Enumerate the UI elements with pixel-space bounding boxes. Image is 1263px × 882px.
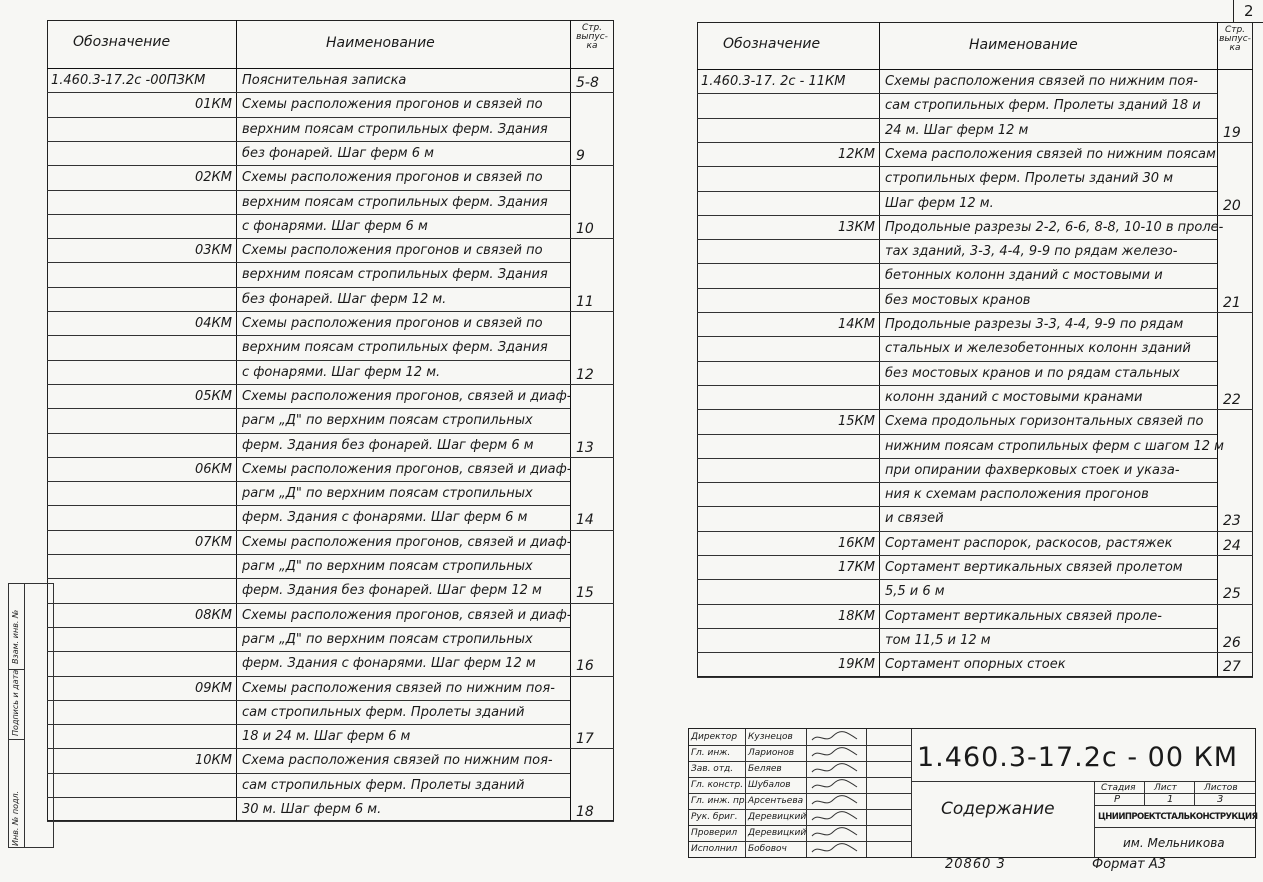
page-number: 2 (1244, 2, 1254, 20)
left_table-row-name-line: без фонарей. Шаг ферм 6 м (242, 145, 434, 161)
left_table-row-page: 15 (576, 585, 594, 602)
right_table-row-page: 21 (1223, 294, 1241, 311)
stamp-name: Деревицкий (748, 828, 807, 838)
signature-icon (809, 794, 864, 808)
right_table-row-code: 16КМ (838, 535, 875, 551)
right_table-row-page: 25 (1223, 586, 1241, 603)
inventory-number: 20860 3 (945, 857, 1006, 872)
side-label-inv-podl: Инв. № подл. (11, 790, 20, 846)
right_table-row-name-line: Сортамент вертикальных связей пролетом (885, 560, 1183, 575)
left_table-row-name-line: Схемы расположения прогонов, связей и диаф- (242, 607, 572, 623)
signature-icon (809, 778, 864, 792)
side-label-vzam-inv: Взам. инв. № (11, 609, 20, 664)
right_table-row-name-line: стальных и железобетонных колонн зданий (885, 341, 1191, 357)
left_table-row-page: 18 (576, 804, 594, 820)
left_table-row-name-line: Схемы расположения прогонов, связей и диаф- (242, 388, 572, 404)
right_table-row-page: 23 (1223, 513, 1241, 530)
stamp-role: Директор (691, 732, 738, 742)
stamp-role: Исполнил (691, 844, 738, 854)
right_table-row-name-line: Схема расположения связей по нижним поясам (885, 146, 1216, 162)
sheets-value: 3 (1217, 794, 1224, 805)
right_table-header-designation: Обозначение (723, 36, 821, 52)
left_table-row-name-line: Схемы расположения прогонов, связей и диаф- (242, 461, 572, 477)
document-title: Содержание (941, 799, 1055, 819)
left_table-row-page: 14 (576, 512, 594, 529)
left_table-row-name-line: Схемы расположения прогонов, связей и диаф- (242, 534, 572, 550)
right_table-row-name-line: бетонных колонн зданий с мостовыми и (885, 268, 1163, 284)
page-number-box (1233, 0, 1263, 23)
right_table-row-name-line: Схемы расположения связей по нижним поя- (885, 74, 1198, 89)
stamp-role: Гл. констр. (691, 780, 744, 790)
right_table-row-page: 27 (1223, 659, 1241, 676)
signature-icon (809, 746, 864, 760)
left_table-row-name-line: Схемы расположения связей по нижним поя- (242, 680, 555, 696)
left_table-row-name-line: верхним поясам стропильных ферм. Здания (242, 121, 548, 137)
left_table-row-name-line: 18 и 24 м. Шаг ферм 6 м (242, 729, 411, 745)
left_table-row-name-line: верхним поясам стропильных ферм. Здания (242, 267, 548, 283)
right_table-row-code: 1.460.3-17. 2с - 11КМ (701, 74, 846, 89)
stamp-name: Арсентьева (748, 796, 804, 806)
stamp-name: Бобовоч (748, 844, 787, 854)
right_table-row-page: 22 (1223, 391, 1241, 408)
left_table-row-name-line: рагм „Д" по верхним поясам стропильных (242, 631, 533, 647)
left_table-row-name-line: сам стропильных ферм. Пролеты зданий (242, 704, 525, 720)
left_table-row-name-line: Схемы расположения прогонов и связей по (242, 316, 543, 331)
stamp-name: Деревицкий (748, 812, 807, 822)
left_table-row-name-line: рагм „Д" по верхним поясам стропильных (242, 486, 533, 502)
right_table-row-code: 13КМ (838, 219, 875, 235)
right_table-row-name-line: без мостовых кранов (885, 292, 1031, 308)
stamp-role: Гл. инж. пр. (691, 796, 748, 806)
left_table-row-name-line: ферм. Здания без фонарей. Шаг ферм 6 м (242, 437, 534, 453)
left_table-row-name-line: Схемы расположения прогонов и связей по (242, 243, 543, 259)
right_table-row-name-line: тах зданий, 3-3, 4-4, 9-9 по рядам железо- (885, 244, 1178, 260)
sheets-label: Листов (1204, 783, 1238, 793)
left_table-row-page: 13 (576, 439, 594, 456)
right_table-row-name-line: нижним поясам стропильных ферм с шагом 12 м (885, 438, 1224, 454)
stamp-role: Гл. инж. (691, 748, 731, 758)
left_table-row-code: 10КМ (195, 753, 232, 769)
left_table-row-page: 10 (576, 220, 594, 237)
sheet-label: Лист (1154, 783, 1177, 793)
signature-icon (809, 826, 864, 840)
side-binding-stamp (8, 583, 54, 848)
right_table-row-name-line: ния к схемам расположения прогонов (885, 487, 1149, 503)
left_table-row-code: 06КМ (195, 461, 232, 477)
right_table-row-name-line: Шаг ферм 12 м. (885, 195, 994, 211)
signature-icon (809, 842, 864, 856)
left_table-row-page: 11 (576, 293, 594, 310)
side-label-signature-date: Подпись и дата (11, 669, 20, 736)
signature-icon (809, 730, 864, 744)
title-block (688, 728, 1256, 858)
stamp-name: Шубалов (748, 780, 791, 790)
right_table-row-name-line: без мостовых кранов и по рядам стальных (885, 365, 1180, 381)
left_table-row-name-line: без фонарей. Шаг ферм 12 м. (242, 291, 447, 307)
right_table-row-code: 12КМ (838, 146, 875, 162)
stage-value: Р (1114, 794, 1121, 805)
left_table-header-name: Наименование (326, 35, 435, 51)
right_table-row-code: 18КМ (838, 608, 875, 624)
right_table-row-name-line: Схема продольных горизонтальных связей по (885, 414, 1204, 430)
left_table-row-code: 03КМ (195, 243, 232, 259)
left_table-row-name-line: ферм. Здания без фонарей. Шаг ферм 12 м (242, 583, 542, 599)
left_table-row-code: 07КМ (195, 534, 232, 550)
right_table-row-name-line: и связей (885, 511, 944, 527)
org-name-line2: им. Мельникова (1123, 836, 1225, 850)
right_table-row-name-line: сам стропильных ферм. Пролеты зданий 18 и (885, 98, 1201, 114)
left_table-header-page: Стр. выпус- ка (576, 23, 608, 51)
left_table-row-name-line: рагм „Д" по верхним поясам стропильных (242, 559, 533, 574)
left_table-row-name-line: Пояснительная записка (242, 73, 407, 88)
left_table-row-name-line: верхним поясам стропильных ферм. Здания (242, 194, 548, 210)
right_table-header-name: Наименование (969, 37, 1078, 53)
stamp-role: Зав. отд. (691, 764, 734, 774)
right_table-row-page: 19 (1223, 124, 1241, 141)
right_table-row-code: 15КМ (838, 414, 875, 430)
left_table-row-page: 5-8 (576, 75, 599, 91)
left_table-row-name-line: Схемы расположения прогонов и связей по (242, 170, 543, 186)
left_table-row-name-line: верхним поясам стропильных ферм. Здания (242, 340, 548, 356)
signature-icon (809, 762, 864, 776)
left_table-row-code: 09КМ (195, 680, 232, 696)
right_table-row-page: 20 (1223, 197, 1241, 214)
right_table-row-name-line: стропильных ферм. Пролеты зданий 30 м (885, 171, 1174, 187)
stamp-role: Проверил (691, 828, 738, 838)
right_table-header-page: Стр. выпус- ка (1219, 25, 1251, 53)
right_table-row-name-line: при опирании фахверковых стоек и указа- (885, 462, 1180, 478)
right_table-row-name-line: 5,5 и 6 м (885, 584, 945, 600)
left_table-row-page: 12 (576, 366, 594, 383)
right_table-row-name-line: колонн зданий с мостовыми кранами (885, 389, 1143, 405)
sheet-value: 1 (1167, 794, 1174, 805)
left_table-row-name-line: рагм „Д" по верхним поясам стропильных (242, 413, 533, 429)
left_table-row-name-line: ферм. Здания с фонарями. Шаг ферм 12 м (242, 656, 536, 672)
right_table-row-page: 26 (1223, 634, 1241, 651)
left_table-row-name-line: с фонарями. Шаг ферм 6 м (242, 218, 428, 234)
left_table-row-name-line: 30 м. Шаг ферм 6 м. (242, 802, 382, 817)
right_table-row-name-line: Продольные разрезы 2-2, 6-6, 8-8, 10-10 в проле- (885, 219, 1224, 235)
right_table-row-code: 19КМ (838, 657, 875, 673)
right_table-row-code: 14КМ (838, 317, 875, 332)
left_table-row-name-line: Схема расположения связей по нижним поя- (242, 753, 553, 769)
stamp-role: Рук. бриг. (691, 812, 738, 822)
left_table-row-code: 08КМ (195, 607, 232, 623)
org-name: ЦНИИПРОЕКТСТАЛЬКОНСТРУКЦИЯ (1098, 812, 1258, 822)
left_table-row-page: 17 (576, 731, 594, 748)
stage-label: Стадия (1101, 783, 1136, 793)
right_table-row-name-line: 24 м. Шаг ферм 12 м (885, 122, 1029, 138)
format-label: Формат А3 (1092, 857, 1167, 872)
right_table-row-name-line: Сортамент опорных стоек (885, 657, 1066, 673)
document-code: 1.460.3-17.2с - 00 КМ (917, 742, 1239, 773)
left_table-row-name-line: ферм. Здания с фонарями. Шаг ферм 6 м (242, 510, 528, 526)
left_table-row-name-line: сам стропильных ферм. Пролеты зданий (242, 777, 525, 793)
stamp-name: Ларионов (748, 748, 795, 758)
left_table-row-name-line: с фонарями. Шаг ферм 12 м. (242, 364, 441, 380)
left_table-row-code: 02КМ (195, 170, 232, 186)
left_table-row-name-line: Схемы расположения прогонов и связей по (242, 97, 543, 113)
left_table-row-page: 9 (576, 147, 585, 164)
left_table-row-page: 16 (576, 658, 594, 675)
right_table-row-name-line: том 11,5 и 12 м (885, 632, 991, 648)
right_table-row-page: 24 (1223, 537, 1241, 554)
right_table-row-name-line: Продольные разрезы 3-3, 4-4, 9-9 по рядам (885, 317, 1184, 332)
stamp-name: Беляев (748, 764, 782, 774)
signature-icon (809, 810, 864, 824)
stamp-name: Кузнецов (748, 732, 793, 742)
left_table-row-code: 04КМ (195, 316, 232, 331)
left_table-header-designation: Обозначение (73, 34, 171, 50)
right_table-row-name-line: Сортамент вертикальных связей проле- (885, 608, 1162, 624)
left_table-row-code: 01КМ (195, 97, 232, 113)
left_table-row-code: 1.460.3-17.2с -00ПЗКМ (51, 73, 206, 88)
right_table-row-code: 17КМ (838, 560, 875, 575)
left_table-row-code: 05КМ (195, 388, 232, 404)
right_table-row-name-line: Сортамент распорок, раскосов, растяжек (885, 535, 1173, 551)
